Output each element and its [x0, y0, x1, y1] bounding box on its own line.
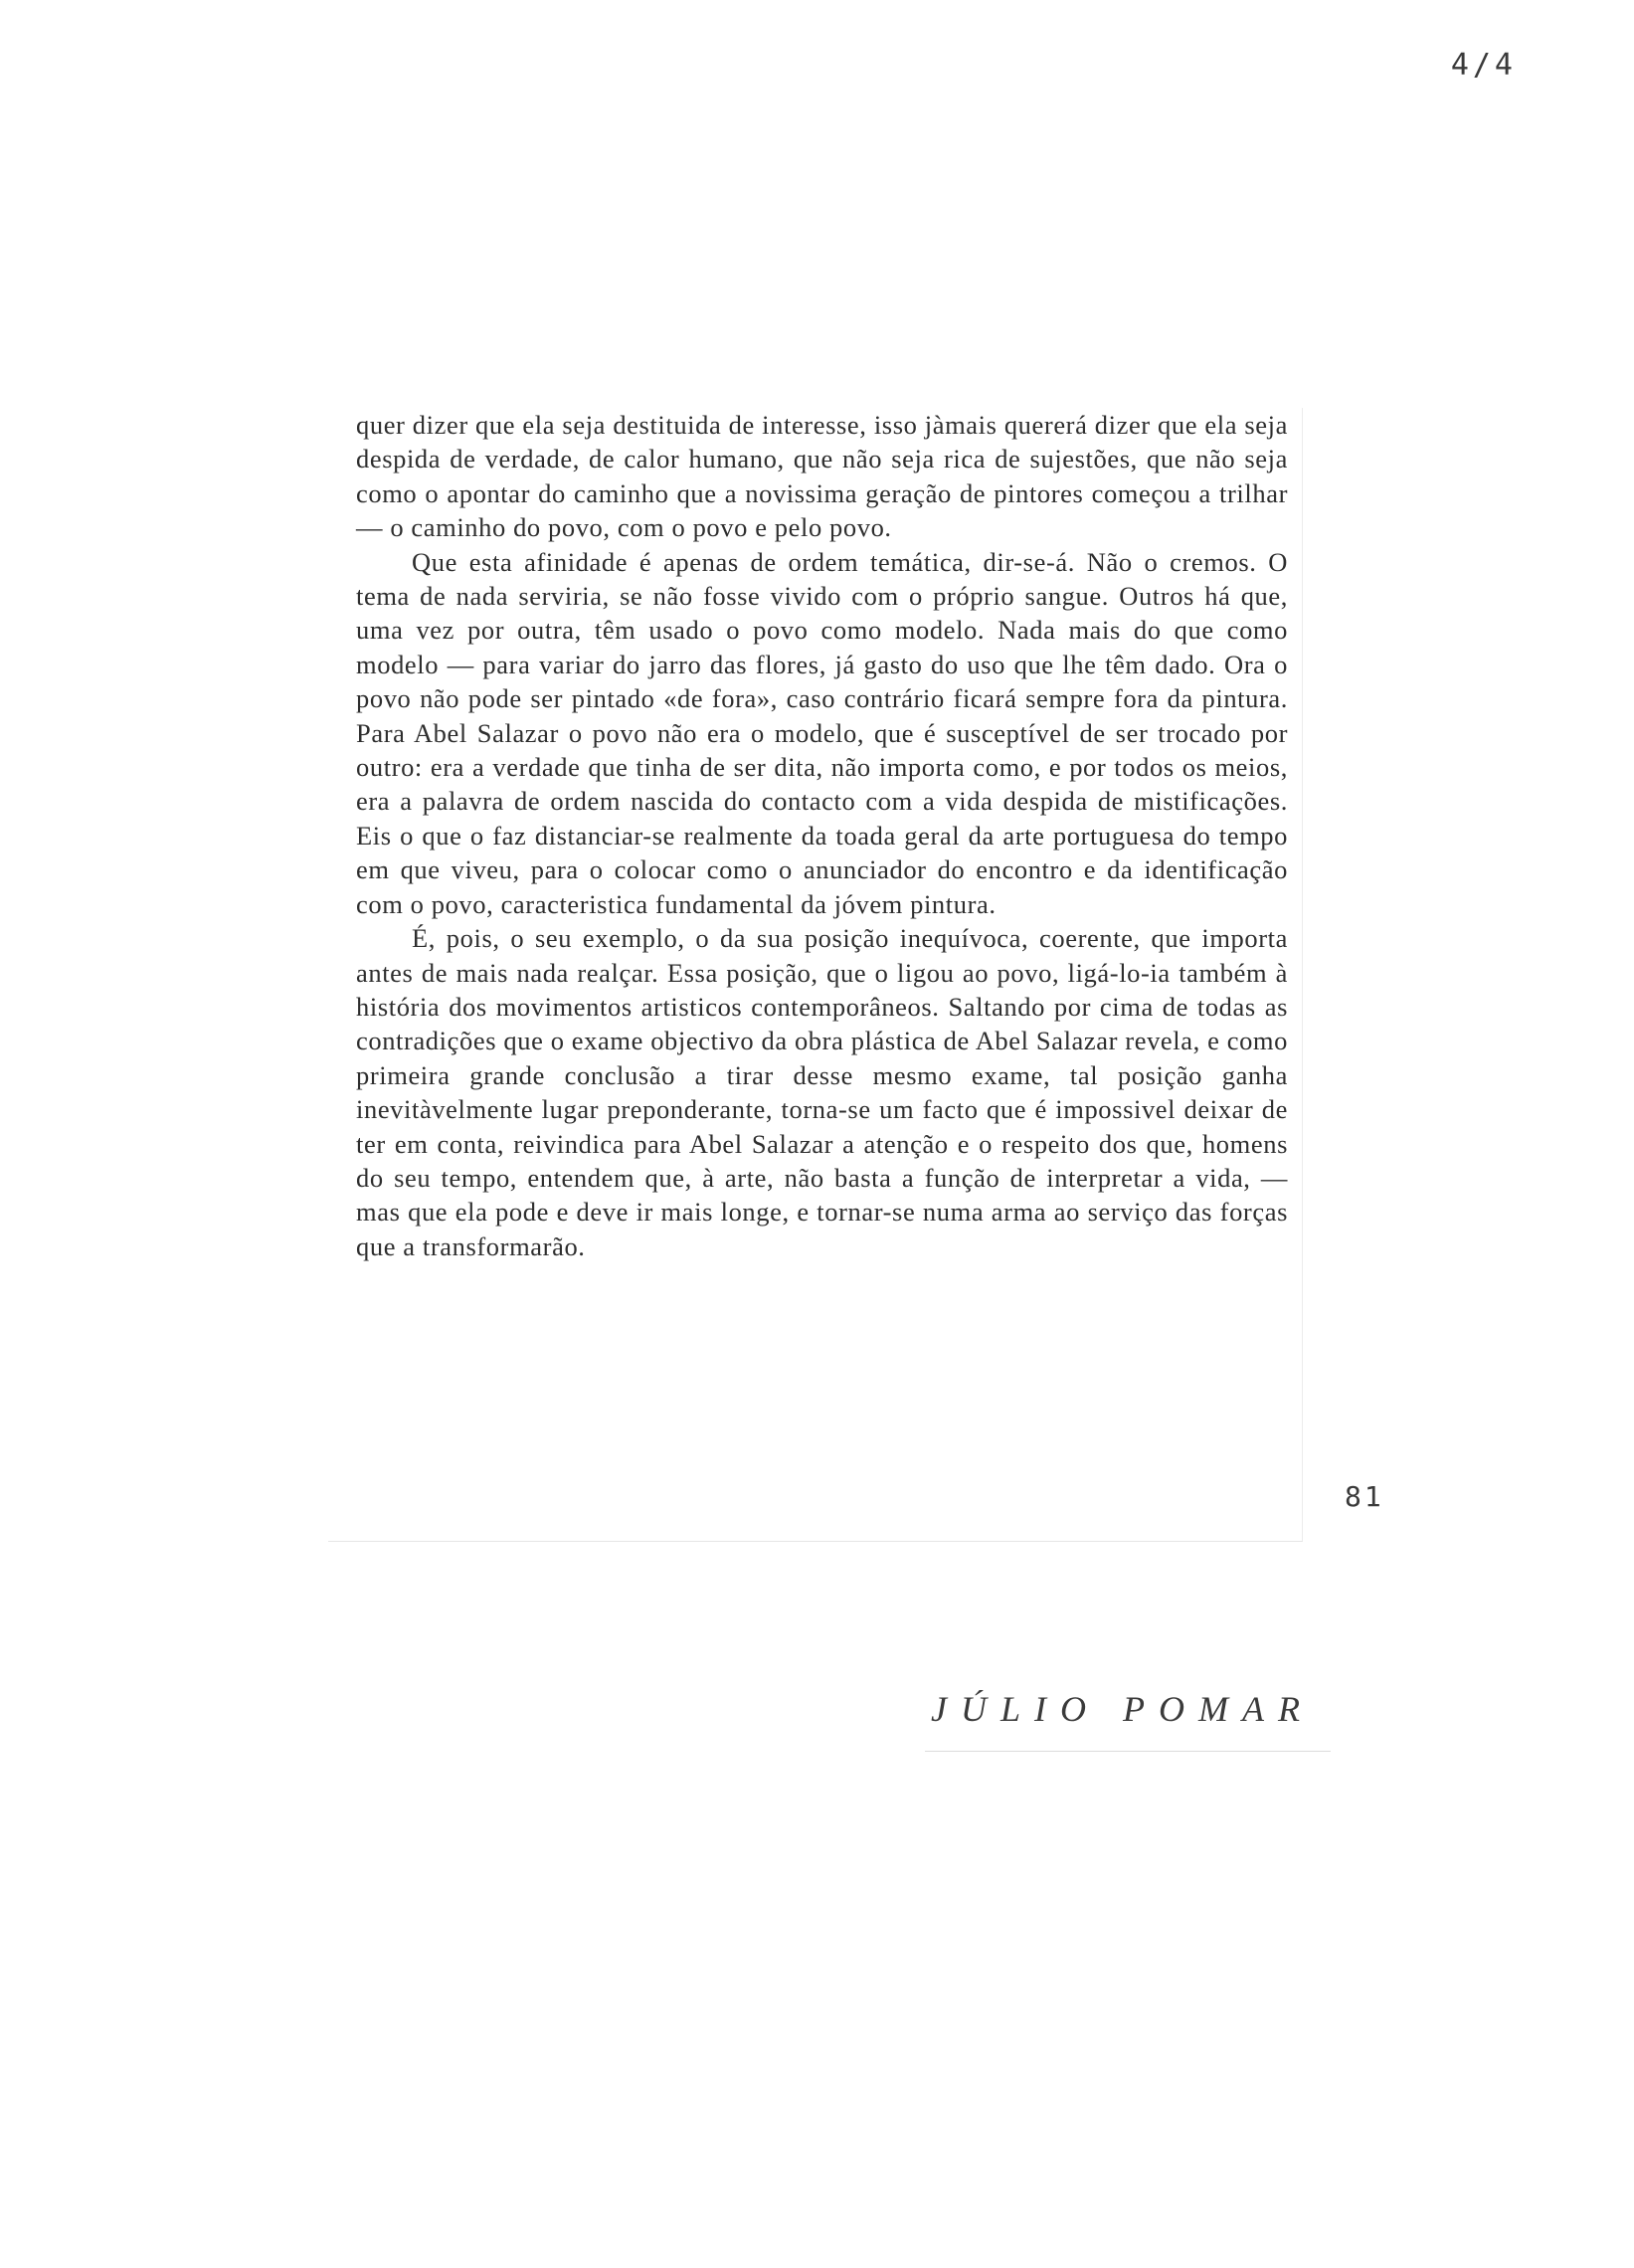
author-signature: JÚLIO POMAR [931, 1689, 1314, 1729]
article-clipping [328, 408, 1303, 1542]
signature-rule [925, 1751, 1331, 1752]
paragraph: Que esta afinidade é apenas de ordem temática, dir-se-á. Não o cremos. O tema de nada serviria, se não fosse vivido com o próprio sangue. Outros há que, uma vez por outra, têm usado o povo como modelo. Nada mais do que como modelo — para variar do jarro das flores, já gasto do uso que lhe têm dado. Ora o povo não pode ser pintado «de fora», caso contrário ficará sempre fora da pintura. Para Abel Salazar o povo não era o modelo, que é susceptível de ser trocado por outro: era a verdade que tinha de ser dita, não importa como, e por todos os meios, era a palavra de ordem nascida do contacto com a vida despida de mistificações. Eis o que o faz distanciar-se realmente da toada geral da arte portuguesa do tempo em que viveu, para o colocar como o anunciador do encontro e da identificação com o povo, caracteristica fundamental da jóvem pintura. [356, 546, 1288, 919]
paragraph: É, pois, o seu exemplo, o da sua posição inequívoca, coerente, que importa antes de mais nada realçar. Essa posição, que o ligou ao povo, ligá-lo-ia também à história dos movimentos artisticos contemporâneos. Saltando por cima de todas as contradições que o exame objectivo da obra plástica de Abel Salazar revela, e como primeira grande conclusão a tirar desse mesmo exame, tal posição ganha inevitàvelmente lugar preponderante, torna-se um facto que é impossivel deixar de ter em conta, reivindica para Abel Salazar a atenção e o respeito dos que, homens do seu tempo, entendem que, à arte, não basta a função de interpretar a vida, — mas que ela pode e deve ir mais longe, e tornar-se numa arma ao serviço das forças que a transformarão. [356, 923, 1288, 1261]
article-body [356, 408, 1288, 1263]
page-counter: 4/4 [1450, 48, 1517, 83]
page-number: 81 [1345, 1480, 1384, 1513]
paragraph: quer dizer que ela seja destituida de interesse, isso jàmais quererá dizer que ela seja despida de verdade, de calor humano, que não seja rica de sujestões, que não seja como o apontar do caminho que a novissima geração de pintores começou a trilhar — o caminho do povo, com o povo e pelo povo. [356, 410, 1288, 543]
